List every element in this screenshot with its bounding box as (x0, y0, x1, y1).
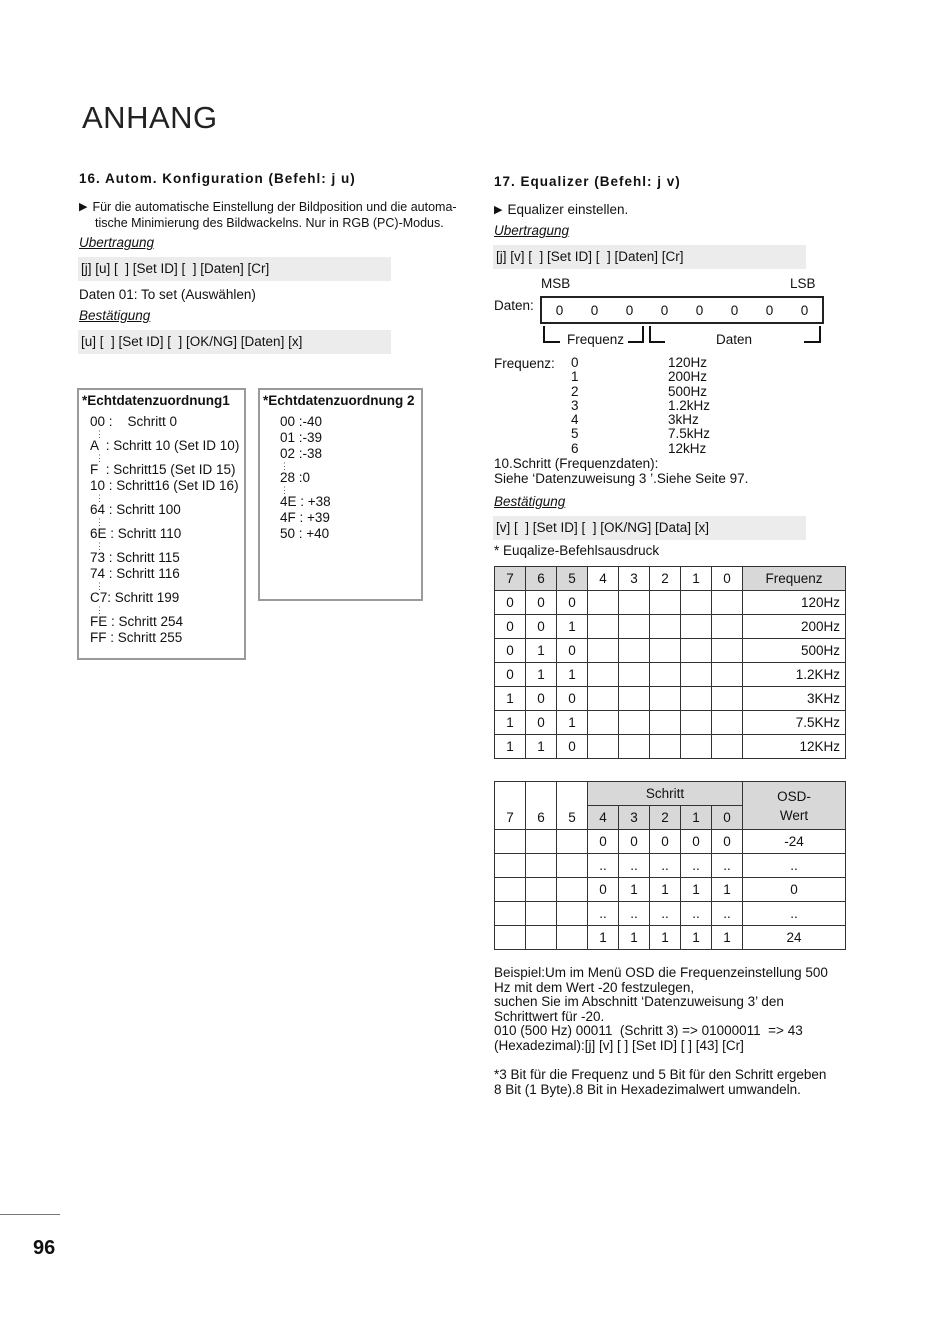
bullet-text-line: Für die automatische Einstellung der Bildposition und die automa- (92, 200, 457, 214)
bit-7: 0 (800, 302, 809, 318)
vertical-dots-icon: ⋮ (90, 581, 105, 591)
table-cell: 0 (495, 663, 526, 687)
note-paragraph (494, 1068, 826, 1097)
section-17-heading: 17. Equalizer (Befehl: j v) (494, 174, 681, 189)
bullet-text: Equalizer einstellen. (507, 202, 629, 217)
table-cell (681, 615, 712, 639)
section-17-bullet (494, 202, 628, 218)
table-cell: 1 (588, 926, 619, 950)
table-cell (650, 663, 681, 687)
mapping-row: 74 : Schritt 116 (90, 566, 180, 581)
table-row (495, 830, 846, 854)
table-cell (681, 711, 712, 735)
header-cell: 2 (650, 806, 681, 830)
bit-3: 0 (660, 302, 669, 318)
table-cell: .. (712, 854, 743, 878)
table-row (495, 902, 846, 926)
table-cell (557, 902, 588, 926)
daten-bracket-right (804, 326, 820, 342)
table-cell: .. (712, 902, 743, 926)
mapping-row: 4E : +38 (280, 494, 331, 509)
table-cell: 0 (557, 687, 588, 711)
triangle-bullet-icon: ▶ (494, 204, 503, 216)
table-cell: .. (681, 902, 712, 926)
frequenz-bracket-label: Frequenz (567, 332, 625, 347)
header-cell (495, 782, 526, 806)
table-cell: 0 (495, 615, 526, 639)
table-row (495, 615, 846, 639)
example-line: Beispiel:Um im Menü OSD die Frequenzeinstellung 500 (494, 965, 828, 980)
header-cell: 1 (681, 567, 712, 591)
table-cell (712, 663, 743, 687)
mapping-row: C7: Schritt 199 (90, 590, 180, 605)
table-cell (588, 687, 619, 711)
bit-2: 0 (625, 302, 634, 318)
table-cell: .. (650, 902, 681, 926)
frequenz-number: 6 (571, 440, 579, 456)
data-label: Daten: (494, 298, 534, 313)
mapping-row: 64 : Schritt 100 (90, 502, 181, 517)
table-cell (650, 687, 681, 711)
table-row (495, 854, 846, 878)
table-cell: 1 (619, 926, 650, 950)
ack-command-box: [u] [ ] [Set ID] [ ] [OK/NG] [Daten] [x] (78, 330, 391, 354)
page-number: 96 (33, 1237, 56, 1259)
table-cell: 0 (526, 687, 557, 711)
ack-label: Bestätigung (494, 494, 566, 509)
frequenz-list-title: Frequenz: (494, 356, 555, 371)
section-16-bullet (79, 199, 457, 231)
frequenz-bracket-right (628, 326, 643, 342)
note-line: 8 Bit (1 Byte).8 Bit in Hexadezimalwert umwandeln. (494, 1081, 801, 1097)
header-cell: 2 (650, 567, 681, 591)
header-cell: Frequenz (743, 567, 846, 591)
equalizer-step-table (494, 781, 846, 950)
table-cell (619, 711, 650, 735)
header-cell: 6 (526, 806, 557, 830)
table-cell: 0 (681, 830, 712, 854)
table-row (495, 639, 846, 663)
table-cell: 1 (712, 926, 743, 950)
header-cell: 5 (557, 567, 588, 591)
bit-6: 0 (765, 302, 774, 318)
table-cell: 500Hz (743, 639, 846, 663)
table-cell (495, 926, 526, 950)
frequenz-number: 2 (571, 383, 579, 399)
table-cell (712, 591, 743, 615)
mapping-row: 02 :-38 (280, 446, 323, 461)
table-cell: 1 (526, 735, 557, 759)
osd-wert-header (743, 782, 846, 830)
header-cell: 5 (557, 806, 588, 830)
table-cell (557, 878, 588, 902)
mapping-row: FF : Schritt 255 (90, 630, 183, 645)
osd-header-line: OSD- (777, 788, 811, 804)
equalize-table-title: * Euqalize-Befehlsausdruck (494, 543, 660, 558)
table-cell: 0 (743, 878, 846, 902)
table-cell: 1 (495, 735, 526, 759)
table-cell (650, 591, 681, 615)
step-note-line: 10.Schritt (Frequenzdaten): (494, 456, 659, 471)
table-cell: 0 (712, 830, 743, 854)
vertical-dots-icon: ⋮ (280, 461, 289, 471)
table-header-row (495, 782, 846, 806)
table-cell (495, 878, 526, 902)
table-cell: 0 (526, 591, 557, 615)
table-cell: .. (619, 902, 650, 926)
table-cell (681, 735, 712, 759)
header-cell (557, 782, 588, 806)
table-row (495, 663, 846, 687)
table-cell: .. (650, 854, 681, 878)
table-cell (588, 591, 619, 615)
header-cell: 0 (712, 806, 743, 830)
table-cell: 7.5KHz (743, 711, 846, 735)
table-row (495, 711, 846, 735)
header-cell: 3 (619, 806, 650, 830)
table-cell: 1 (681, 926, 712, 950)
header-cell: 3 (619, 567, 650, 591)
mapping-row: 73 : Schritt 115 (90, 550, 180, 565)
osd-header-line: Wert (779, 807, 809, 823)
page-title: ANHANG (82, 100, 218, 135)
header-cell: 4 (588, 567, 619, 591)
mapping-row: F : Schritt15 (Set ID 15) (90, 462, 236, 477)
mapping-row: 50 : +40 (280, 526, 330, 541)
data-line: Daten 01: To set (Auswählen) (79, 287, 256, 302)
vertical-dots-icon: ⋮ (90, 429, 105, 439)
data-mapping-box-1 (77, 388, 246, 660)
table-cell: 1 (495, 687, 526, 711)
table-cell: 0 (557, 591, 588, 615)
table-cell (712, 615, 743, 639)
msb-label: MSB (541, 276, 571, 291)
table-cell: 1 (681, 878, 712, 902)
table-cell (619, 591, 650, 615)
table-cell (588, 663, 619, 687)
table-cell (526, 854, 557, 878)
table-cell (712, 687, 743, 711)
table-cell (588, 711, 619, 735)
header-cell: 7 (495, 567, 526, 591)
daten-bracket-left (650, 326, 665, 342)
table-cell: 0 (650, 830, 681, 854)
table-cell (495, 854, 526, 878)
table-cell (557, 854, 588, 878)
equalizer-frequency-table (494, 566, 846, 759)
table-cell: 12KHz (743, 735, 846, 759)
table-cell: 120Hz (743, 591, 846, 615)
table-cell (681, 639, 712, 663)
frequenz-value: 120Hz (668, 355, 708, 370)
ack-label: Bestätigung (79, 308, 151, 323)
table-row (495, 735, 846, 759)
vertical-dots-icon: ⋮ (280, 485, 289, 495)
note-line: *3 Bit für die Frequenz und 5 Bit für den Schritt ergeben (494, 1067, 827, 1082)
header-cell: 6 (526, 567, 557, 591)
mapping-row: 6E : Schritt 110 (90, 526, 182, 541)
table-cell (712, 639, 743, 663)
mapping-row: 01 :-39 (280, 430, 323, 445)
frequenz-number: 1 (571, 369, 579, 385)
table-cell (681, 663, 712, 687)
table-cell (712, 711, 743, 735)
bit-1: 0 (590, 302, 599, 318)
table-cell: 0 (619, 830, 650, 854)
table-cell: 1 (557, 663, 588, 687)
mapping-1-title: *Echtdatenzuordnung1 (82, 393, 230, 408)
table-cell (557, 830, 588, 854)
mapping-row: FE : Schritt 254 (90, 614, 184, 629)
table-cell (526, 878, 557, 902)
table-cell: 1 (495, 711, 526, 735)
table-cell (495, 830, 526, 854)
frequenz-value: 200Hz (668, 369, 708, 385)
mapping-row: 00 : Schritt 0 (90, 414, 178, 429)
example-line: (Hexadezimal):[j] [v] [ ] [Set ID] [ ] [43] [Cr] (494, 1037, 744, 1053)
tx-label: Ubertragung (79, 235, 155, 250)
table-cell: 0 (526, 711, 557, 735)
table-cell: -24 (743, 830, 846, 854)
mapping-row: 4F : +39 (280, 510, 330, 525)
table-cell (650, 615, 681, 639)
table-cell (526, 926, 557, 950)
tx-label: Ubertragung (494, 223, 570, 238)
frequenz-number: 3 (571, 397, 579, 413)
table-cell: 1 (650, 878, 681, 902)
table-cell: 200Hz (743, 615, 846, 639)
mapping-row: 28 :0 (280, 470, 311, 485)
table-cell (619, 663, 650, 687)
table-cell (681, 687, 712, 711)
data-mapping-box-2 (258, 388, 423, 601)
table-cell (619, 735, 650, 759)
mapping-row: A : Schritt 10 (Set ID 10) (90, 438, 240, 453)
frequenz-value: 3kHz (668, 412, 699, 428)
table-cell (681, 591, 712, 615)
schritt-header: Schritt (588, 782, 743, 806)
section-16-heading: 16. Autom. Konfiguration (Befehl: j u) (79, 171, 356, 186)
table-cell: 1.2KHz (743, 663, 846, 687)
table-cell (650, 639, 681, 663)
table-cell (650, 711, 681, 735)
header-cell (526, 782, 557, 806)
table-cell (526, 902, 557, 926)
table-cell: 1 (557, 615, 588, 639)
table-cell (588, 615, 619, 639)
table-cell: 0 (526, 615, 557, 639)
frequenz-number: 0 (571, 355, 579, 370)
table-cell: 0 (495, 639, 526, 663)
table-cell: .. (619, 854, 650, 878)
lsb-label: LSB (790, 276, 816, 291)
table-cell (619, 615, 650, 639)
vertical-dots-icon: ⋮ (90, 605, 105, 615)
frequenz-value: 500Hz (668, 383, 708, 399)
table-cell: .. (588, 902, 619, 926)
daten-bracket-label: Daten (716, 332, 753, 347)
vertical-dots-icon: ⋮ (90, 517, 105, 527)
bit-0: 0 (555, 302, 564, 318)
tx-command-box: [j] [v] [ ] [Set ID] [ ] [Daten] [Cr] (493, 245, 806, 269)
frequenz-value-column (668, 356, 710, 456)
table-cell: 0 (557, 639, 588, 663)
frequenz-number: 5 (571, 426, 579, 442)
step-note-line: Siehe ‘Datenzuweisung 3 ’.Siehe Seite 97. (494, 470, 749, 486)
table-header-row (495, 567, 846, 591)
frequenz-number: 4 (571, 412, 579, 428)
table-row (495, 878, 846, 902)
step-note (494, 457, 748, 486)
example-line: suchen Sie im Abschnitt ‘Datenzuweisung 3’ den (494, 994, 784, 1009)
frequenz-value: 1.2kHz (668, 397, 711, 413)
table-cell: 1 (526, 663, 557, 687)
table-cell (650, 735, 681, 759)
table-cell: 1 (650, 926, 681, 950)
table-row (495, 926, 846, 950)
footer-divider (0, 1214, 60, 1215)
table-cell: .. (681, 854, 712, 878)
table-cell (526, 830, 557, 854)
table-cell: 0 (588, 878, 619, 902)
table-cell: 1 (557, 711, 588, 735)
table-cell: 1 (619, 878, 650, 902)
vertical-dots-icon: ⋮ (90, 453, 105, 463)
mapping-row: 10 : Schritt16 (Set ID 16) (90, 478, 239, 493)
table-cell (588, 639, 619, 663)
bit-5: 0 (730, 302, 739, 318)
header-cell: 4 (588, 806, 619, 830)
table-cell: 0 (495, 591, 526, 615)
table-cell: .. (743, 902, 846, 926)
table-cell: 1 (712, 878, 743, 902)
bit-4: 0 (695, 302, 704, 318)
table-row (495, 591, 846, 615)
table-cell: 0 (588, 830, 619, 854)
table-cell (619, 639, 650, 663)
ack-command-box: [v] [ ] [Set ID] [ ] [OK/NG] [Data] [x] (493, 516, 806, 540)
table-cell (712, 735, 743, 759)
table-cell (495, 902, 526, 926)
frequenz-bracket-left (544, 326, 560, 342)
table-cell (557, 926, 588, 950)
triangle-bullet-icon: ▶ (79, 201, 88, 213)
table-cell: .. (743, 854, 846, 878)
example-line: Hz mit dem Wert -20 festzulegen, (494, 979, 695, 995)
table-cell (619, 687, 650, 711)
table-cell: 0 (557, 735, 588, 759)
header-cell: 0 (712, 567, 743, 591)
tx-command-box: [j] [u] [ ] [Set ID] [ ] [Daten] [Cr] (78, 257, 391, 281)
data-bits-box (540, 296, 824, 324)
example-line: 010 (500 Hz) 00011 (Schritt 3) => 01000011 => 43 (494, 1023, 803, 1038)
table-cell: 1 (526, 639, 557, 663)
bullet-text-line: tische Minimierung des Bildwackelns. Nur in RGB (PC)-Modus. (95, 216, 444, 230)
example-paragraph (494, 966, 828, 1053)
vertical-dots-icon: ⋮ (90, 493, 105, 503)
mapping-row: 00 :-40 (280, 414, 323, 429)
frequenz-number-column (571, 356, 579, 456)
table-cell: .. (588, 854, 619, 878)
example-line: Schrittwert für -20. (494, 1008, 605, 1024)
frequenz-value: 7.5kHz (668, 426, 711, 442)
header-cell: 1 (681, 806, 712, 830)
frequenz-value: 12kHz (668, 440, 707, 456)
vertical-dots-icon: ⋮ (90, 541, 105, 551)
table-cell (588, 735, 619, 759)
header-cell: 7 (495, 806, 526, 830)
mapping-2-title: *Echtdatenzuordnung 2 (263, 393, 415, 408)
table-cell: 3KHz (743, 687, 846, 711)
table-row (495, 687, 846, 711)
table-cell: 24 (743, 926, 846, 950)
